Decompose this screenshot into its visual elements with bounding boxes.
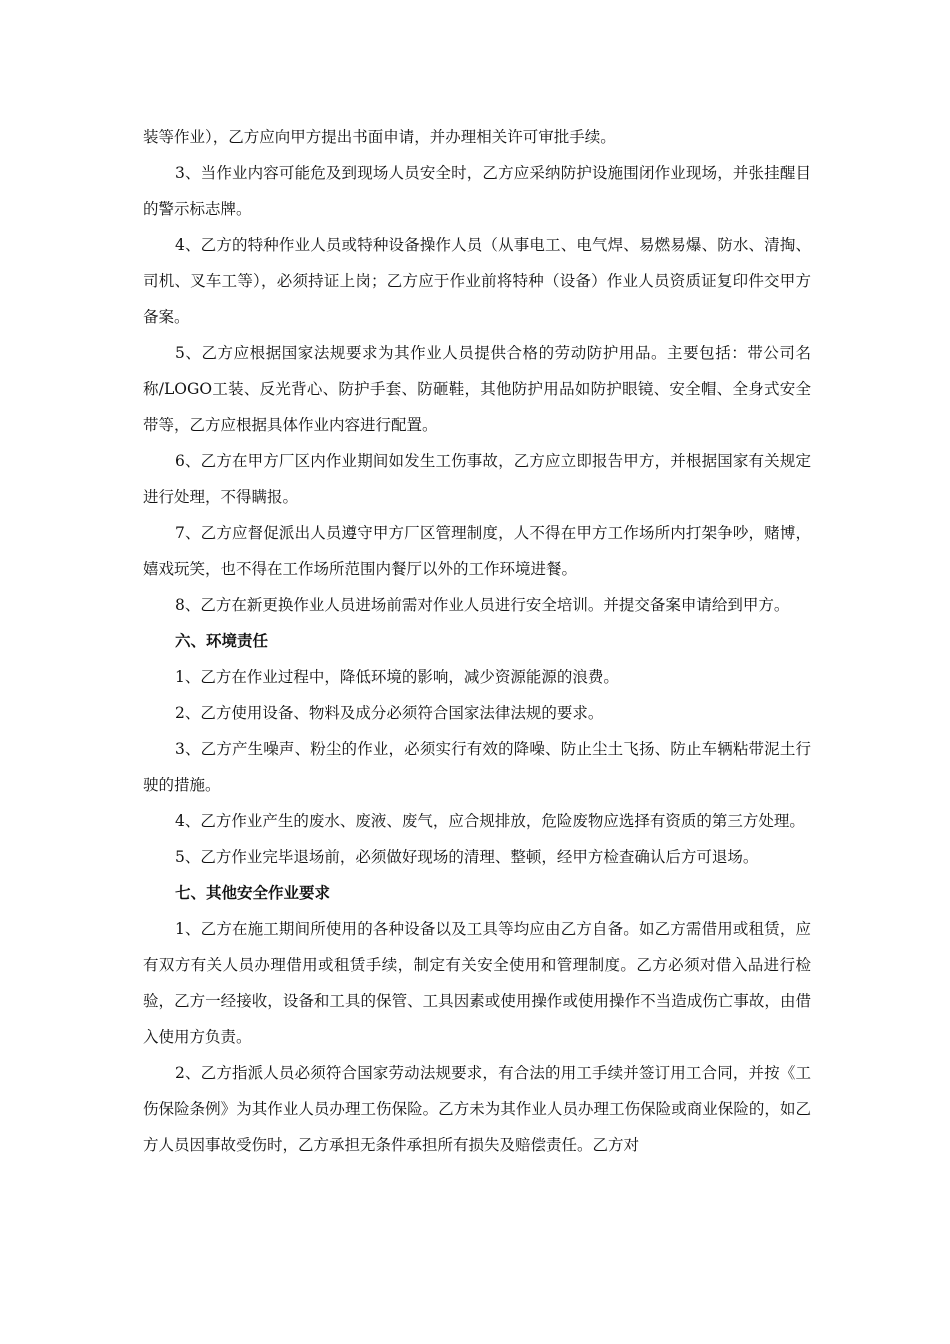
other-safety-item-1: 1、乙方在施工期间所使用的各种设备以及工具等均应由乙方自备。如乙方需借用或租赁，应有双方有关人员办理借用或租赁手续，制定有关安全使用和管理制度。乙方必须对借入品进行检验，乙方一经接收，设备和工具的保管、工具因素或使用操作或使用操作不当造成伤亡事故，由借入使用方负责。	[143, 920, 811, 1046]
other-safety-item-2: 2、乙方指派人员必须符合国家劳动法规要求，有合法的用工手续并签订用工合同，并按《工伤保险条例》为其作业人员办理工伤保险。乙方未为其作业人员办理工伤保险或商业保险的，如乙方人员因事故受伤时，乙方承担无条件承担所有损失及赔偿责任。乙方对	[143, 1064, 811, 1154]
clause-5: 5、乙方应根据国家法规要求为其作业人员提供合格的劳动防护用品。主要包括：带公司名称/LOGO工装、反光背心、防护手套、防砸鞋，其他防护用品如防护眼镜、安全帽、全身式安全带等，乙方应根据具体作业内容进行配置。	[143, 344, 811, 434]
clause-4: 4、乙方的特种作业人员或特种设备操作人员（从事电工、电气焊、易燃易爆、防水、清掏、司机、叉车工等），必须持证上岗；乙方应于作业前将特种（设备）作业人员资质证复印件交甲方备案。	[143, 236, 811, 326]
environment-item-5: 5、乙方作业完毕退场前，必须做好现场的清理、整顿，经甲方检查确认后方可退场。	[175, 848, 759, 866]
environment-item-3: 3、乙方产生噪声、粉尘的作业，必须实行有效的降噪、防止尘土飞扬、防止车辆粘带泥土行驶的措施。	[143, 740, 811, 794]
paragraph-continuation: 装等作业），乙方应向甲方提出书面申请，并办理相关许可审批手续。	[143, 128, 616, 146]
document-body	[143, 119, 811, 1163]
clause-6: 6、乙方在甲方厂区内作业期间如发生工伤事故，乙方应立即报告甲方，并根据国家有关规定进行处理，不得瞒报。	[143, 452, 811, 506]
environment-item-1: 1、乙方在作业过程中，降低环境的影响，减少资源能源的浪费。	[175, 668, 619, 686]
section-heading-environment: 六、环境责任	[175, 632, 269, 650]
clause-8: 8、乙方在新更换作业人员进场前需对作业人员进行安全培训。并提交备案申请给到甲方。	[175, 596, 790, 614]
clause-7: 7、乙方应督促派出人员遵守甲方厂区管理制度，人不得在甲方工作场所内打架争吵，赌博，嬉戏玩笑，也不得在工作场所范围内餐厅以外的工作环境进餐。	[143, 524, 811, 578]
environment-item-2: 2、乙方使用设备、物料及成分必须符合国家法律法规的要求。	[175, 704, 604, 722]
clause-3: 3、当作业内容可能危及到现场人员安全时，乙方应采纳防护设施围闭作业现场，并张挂醒目的警示标志牌。	[143, 164, 811, 218]
section-heading-other-safety: 七、其他安全作业要求	[175, 884, 331, 902]
environment-item-4: 4、乙方作业产生的废水、废液、废气，应合规排放，危险废物应选择有资质的第三方处理。	[175, 812, 805, 830]
